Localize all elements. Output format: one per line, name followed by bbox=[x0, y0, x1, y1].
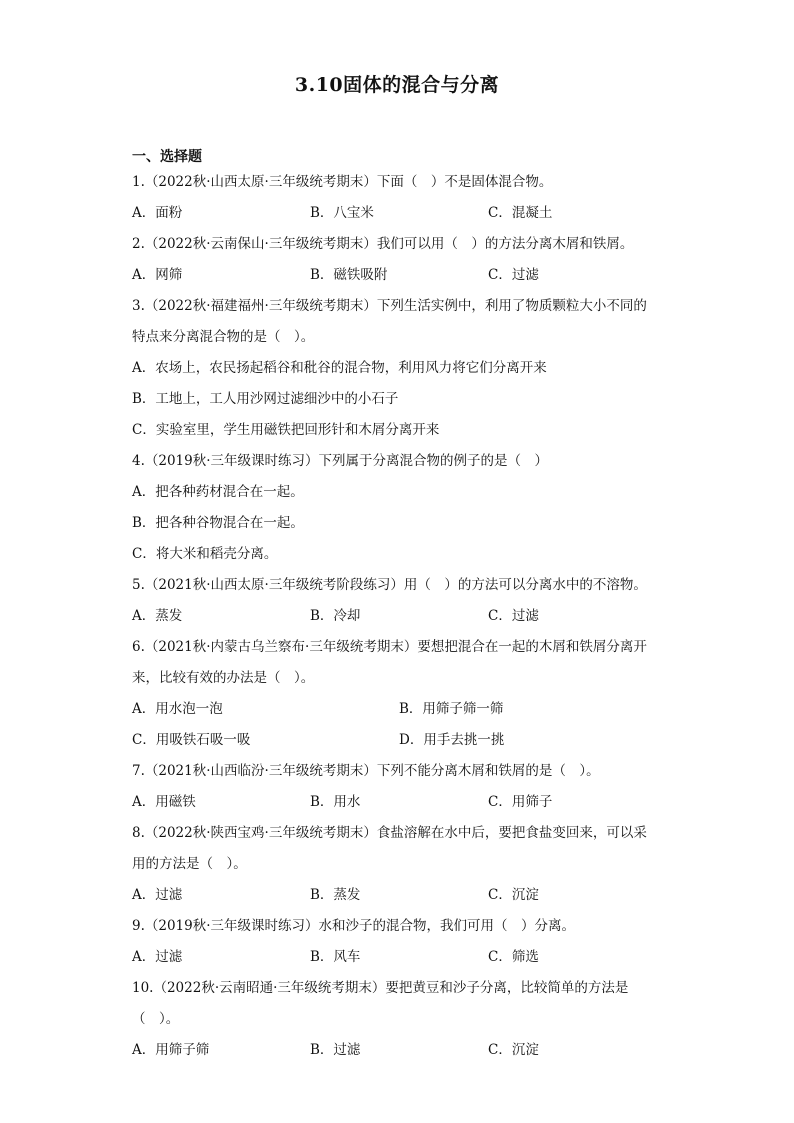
options-row bbox=[132, 880, 666, 911]
option-b: B．把各种谷物混合在一起。 bbox=[132, 515, 304, 531]
question-8 bbox=[132, 818, 666, 911]
options-row bbox=[132, 198, 666, 229]
option-a: A．用水泡一泡 bbox=[132, 701, 223, 717]
question-7 bbox=[132, 756, 666, 818]
option-c: C．用筛子 bbox=[488, 794, 553, 810]
question-text: 来，比较有效的办法是（ ）。 bbox=[132, 670, 315, 686]
question-6 bbox=[132, 632, 666, 756]
question-9 bbox=[132, 911, 666, 973]
options-row bbox=[132, 601, 666, 632]
options-row bbox=[132, 260, 666, 291]
option-a: A．网筛 bbox=[132, 267, 183, 283]
question-3 bbox=[132, 291, 666, 446]
option-a: A．面粉 bbox=[132, 205, 183, 221]
question-text: 3.（2022秋·福建福州·三年级统考期末）下列生活实例中，利用了物质颗粒大小不同的 bbox=[132, 298, 647, 314]
options-row bbox=[132, 725, 666, 756]
option-a: A．过滤 bbox=[132, 949, 183, 965]
option-b: B．过滤 bbox=[310, 1042, 361, 1058]
question-text: 8.（2022秋·陕西宝鸡·三年级统考期末）食盐溶解在水中后，要把食盐变回来，可以采 bbox=[132, 825, 647, 841]
option-c: C．沉淀 bbox=[488, 887, 539, 903]
question-1 bbox=[132, 167, 666, 229]
option-b: B．工地上，工人用沙网过滤细沙中的小石子 bbox=[132, 391, 399, 407]
question-text: （ ）。 bbox=[132, 1011, 180, 1027]
option-c: C．过滤 bbox=[488, 267, 539, 283]
option-c: C．沉淀 bbox=[488, 1042, 539, 1058]
option-a: A．过滤 bbox=[132, 887, 183, 903]
option-b: B．冷却 bbox=[310, 608, 361, 624]
question-text: 1.（2022秋·山西太原·三年级统考期末）下面（ ）不是固体混合物。 bbox=[132, 174, 553, 190]
option-b: B．蒸发 bbox=[310, 887, 361, 903]
question-list bbox=[132, 167, 666, 1066]
question-text: 用的方法是（ ）。 bbox=[132, 856, 247, 872]
option-a: A．农场上，农民扬起稻谷和秕谷的混合物，利用风力将它们分离开来 bbox=[132, 360, 547, 376]
question-2 bbox=[132, 229, 666, 291]
question-5 bbox=[132, 570, 666, 632]
question-text: 特点来分离混合物的是（ ）。 bbox=[132, 329, 315, 345]
options-row bbox=[132, 1035, 666, 1066]
option-c: C．筛选 bbox=[488, 949, 539, 965]
question-10 bbox=[132, 973, 666, 1066]
question-text: 6.（2021秋·内蒙古乌兰察布·三年级统考期末）要想把混合在一起的木屑和铁屑分离开 bbox=[132, 639, 647, 655]
option-c: C．过滤 bbox=[488, 608, 539, 624]
options-row bbox=[132, 694, 666, 725]
options-row bbox=[132, 787, 666, 818]
option-b: B．磁铁吸附 bbox=[310, 267, 388, 283]
question-text: 10.（2022秋·云南昭通·三年级统考期末）要把黄豆和沙子分离，比较简单的方法是 bbox=[132, 980, 629, 996]
question-text: 2.（2022秋·云南保山·三年级统考期末）我们可以用（ ）的方法分离木屑和铁屑。 bbox=[132, 236, 634, 252]
question-text: 7.（2021秋·山西临汾·三年级统考期末）下列不能分离木屑和铁屑的是（ ）。 bbox=[132, 763, 600, 779]
question-text: 9.（2019秋·三年级课时练习）水和沙子的混合物，我们可用（ ）分离。 bbox=[132, 918, 576, 934]
option-a: A．用磁铁 bbox=[132, 794, 196, 810]
option-b: B．八宝米 bbox=[310, 205, 374, 221]
option-c: C．混凝土 bbox=[488, 205, 553, 221]
option-a: A．用筛子筛 bbox=[132, 1042, 210, 1058]
option-a: A．蒸发 bbox=[132, 608, 183, 624]
question-4 bbox=[132, 446, 666, 570]
option-c: C．实验室里，学生用磁铁把回形针和木屑分离开来 bbox=[132, 422, 440, 438]
option-b: B．用筛子筛一筛 bbox=[399, 701, 504, 717]
options-row bbox=[132, 942, 666, 973]
option-c: C．将大米和稻壳分离。 bbox=[132, 546, 278, 562]
question-text: 4.（2019秋·三年级课时练习）下列属于分离混合物的例子的是（ ） bbox=[132, 453, 549, 469]
option-c: C．用吸铁石吸一吸 bbox=[132, 732, 251, 748]
option-b: B．用水 bbox=[310, 794, 361, 810]
option-d: D．用手去挑一挑 bbox=[399, 732, 505, 748]
option-b: B．风车 bbox=[310, 949, 361, 965]
document-title: 3.10固体的混合与分离 bbox=[294, 74, 500, 96]
option-a: A．把各种药材混合在一起。 bbox=[132, 484, 304, 500]
question-text: 5.（2021秋·山西太原·三年级统考阶段练习）用（ ）的方法可以分离水中的不溶物。 bbox=[132, 577, 647, 593]
section-heading: 一、选择题 bbox=[132, 149, 202, 165]
